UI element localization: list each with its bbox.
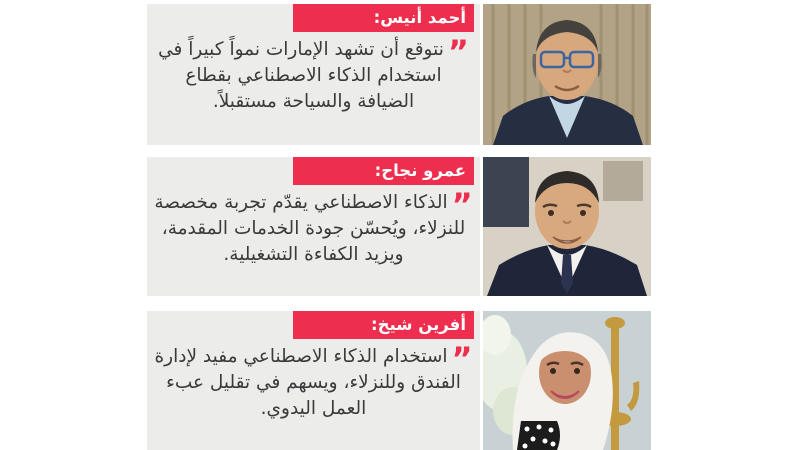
speaker-photo bbox=[483, 311, 651, 450]
portrait-woman-hijab-illustration bbox=[483, 311, 651, 450]
portrait-man-glasses-illustration bbox=[483, 4, 651, 145]
quote-row-ahmed-anis bbox=[0, 4, 800, 145]
quote-text bbox=[150, 33, 477, 115]
quote-row-amr-najah bbox=[0, 157, 800, 296]
speaker-name-banner bbox=[293, 4, 474, 32]
quote-row-afreen-sheikh bbox=[0, 311, 800, 450]
speaker-name-banner bbox=[293, 311, 474, 339]
portrait-man-suit-illustration bbox=[483, 157, 651, 296]
quote-body: الذكاء الاصطناعي يقدّم تجربة مخصصة للنزلاء، ويُحسّن جودة الخدمات المقدمة، ويزيد الكفاءة التشغيلية. bbox=[154, 192, 466, 265]
speaker-name: أحمد أنيس: bbox=[373, 8, 466, 27]
speaker-name: أفرين شيخ: bbox=[371, 315, 466, 334]
quote-body: نتوقع أن تشهد الإمارات نمواً كبيراً في استخدام الذكاء الاصطناعي بقطاع الضيافة والسياحة مستقبلاً. bbox=[158, 39, 444, 112]
quote-mark-icon: ” bbox=[451, 340, 473, 378]
speaker-photo bbox=[483, 4, 651, 145]
speaker-name: عمرو نجاح: bbox=[374, 161, 466, 180]
quote-mark-icon: ” bbox=[447, 33, 469, 71]
quote-mark-icon: ” bbox=[451, 186, 473, 224]
speaker-photo bbox=[483, 157, 651, 296]
quote-text bbox=[150, 340, 477, 422]
quote-body: استخدام الذكاء الاصطناعي مفيد لإدارة الفندق وللنزلاء، ويسهم في تقليل عبء العمل اليدوي. bbox=[154, 346, 461, 419]
quote-text bbox=[150, 186, 477, 268]
speaker-name-banner bbox=[293, 157, 474, 185]
